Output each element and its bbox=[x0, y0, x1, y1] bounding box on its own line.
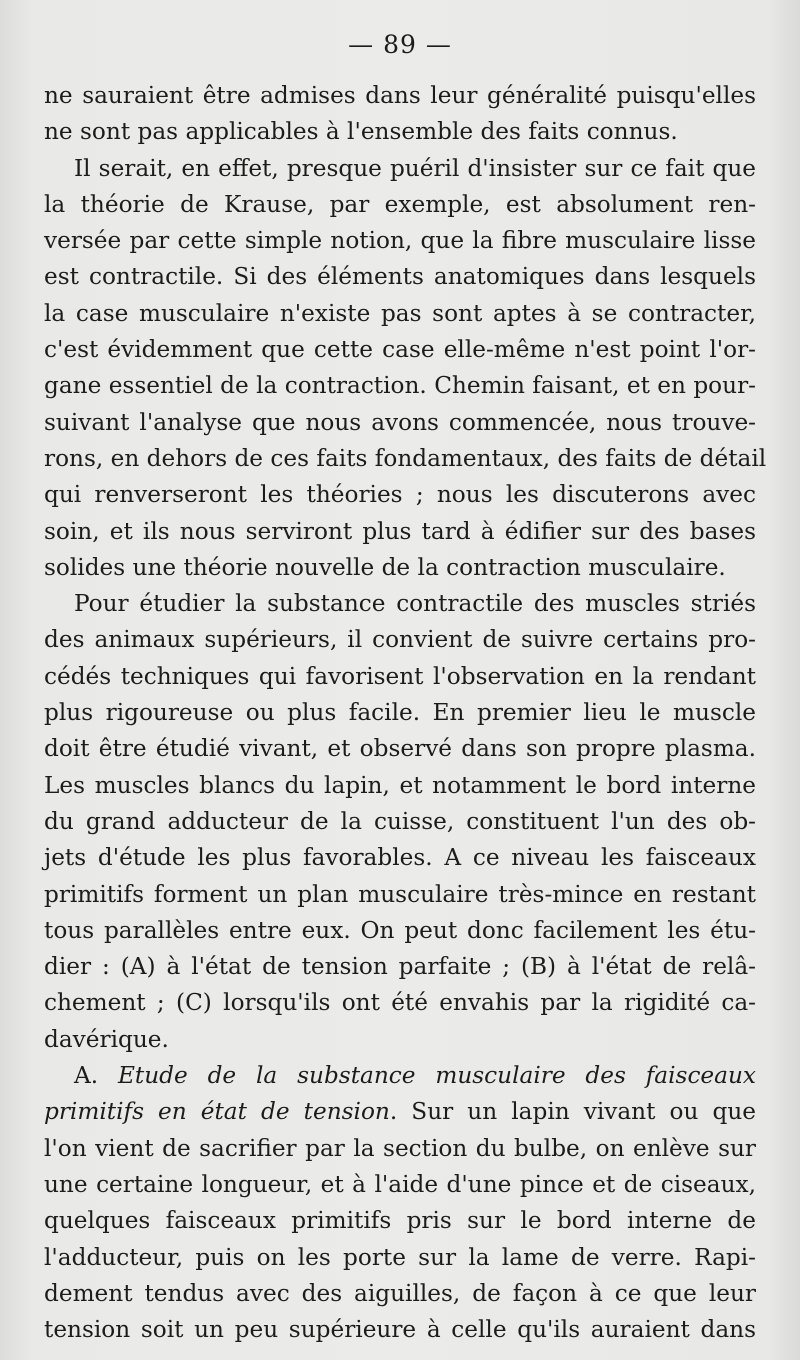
text-line: primitifs forment un plan musculaire très-mince en restant bbox=[44, 880, 756, 908]
text-line: l'adducteur, puis on les porte sur la lame de verre. Rapi- bbox=[44, 1243, 756, 1271]
section-marker: A. bbox=[74, 1062, 118, 1090]
text-line: Il serait, en effet, presque puéril d'insister sur ce fait que bbox=[74, 154, 756, 182]
text-line: tension soit un peu supérieure à celle qu'ils auraient dans bbox=[44, 1316, 756, 1344]
text-line: gane essentiel de la contraction. Chemin faisant, et en pour- bbox=[44, 372, 756, 400]
text-line: quelques faisceaux primitifs pris sur le bord interne de bbox=[44, 1207, 756, 1235]
text-line: soin, et ils nous serviront plus tard à édifier sur des bases bbox=[44, 517, 756, 545]
text-line: qui renverseront les théories ; nous les discuterons avec bbox=[44, 481, 756, 509]
text-line: rons, en dehors de ces faits fondamentaux, des faits de détail bbox=[44, 444, 767, 472]
text-line: chement ; (C) lorsqu'ils ont été envahis par la rigidité ca- bbox=[44, 989, 756, 1017]
text-line bbox=[44, 1058, 756, 1094]
text-line: Les muscles blancs du lapin, et notamment le bord interne bbox=[44, 771, 756, 799]
text-line: une certaine longueur, et à l'aide d'une pince et de ciseaux, bbox=[44, 1170, 756, 1198]
text-line: doit être étudié vivant, et observé dans son propre plasma. bbox=[44, 735, 756, 763]
section-heading-italic: primitifs en état de tension bbox=[44, 1098, 390, 1126]
text-line: plus rigoureuse ou plus facile. En premier lieu le muscle bbox=[44, 699, 756, 727]
text-line: Pour étudier la substance contractile des muscles striés bbox=[74, 590, 756, 618]
section-heading-italic: Etude de la substance musculaire des faisceaux bbox=[117, 1062, 756, 1090]
text-line: est contractile. Si des éléments anatomiques dans lesquels bbox=[44, 263, 756, 291]
text-line: davérique. bbox=[44, 1025, 169, 1053]
text-line: solides une théorie nouvelle de la contraction musculaire. bbox=[44, 553, 726, 581]
text-line bbox=[44, 1094, 756, 1130]
text-line: c'est évidemment que cette case elle-même n'est point l'or- bbox=[44, 336, 756, 364]
text-line: ne sauraient être admises dans leur généralité puisqu'elles bbox=[44, 82, 756, 109]
text-line: dement tendus avec des aiguilles, de façon à ce que leur bbox=[44, 1279, 756, 1307]
text-line: suivant l'analyse que nous avons commencée, nous trouve- bbox=[44, 408, 756, 436]
text-line: cédés techniques qui favorisent l'observation en la rendant bbox=[44, 662, 756, 690]
text-line: l'on vient de sacrifier par la section du bulbe, on enlève sur bbox=[44, 1134, 756, 1162]
text-line: du grand adducteur de la cuisse, constituent l'un des ob- bbox=[44, 807, 756, 835]
page-number: — 89 — bbox=[348, 30, 452, 59]
text-line: la case musculaire n'existe pas sont aptes à se contracter, bbox=[44, 299, 756, 327]
text-line: des animaux supérieurs, il convient de suivre certains pro- bbox=[44, 626, 756, 654]
text-line: jets d'étude les plus favorables. A ce niveau les faisceaux bbox=[44, 844, 756, 872]
text-line: la théorie de Krause, par exemple, est absolument ren- bbox=[44, 190, 756, 218]
text-line: tous parallèles entre eux. On peut donc facilement les étu- bbox=[44, 916, 756, 944]
body-text bbox=[44, 78, 767, 1348]
text-line: versée par cette simple notion, que la fibre musculaire lisse bbox=[44, 227, 756, 255]
text-line: dier : (A) à l'état de tension parfaite ; (B) à l'état de relâ- bbox=[44, 953, 756, 981]
text-line: ne sont pas applicables à l'ensemble des faits connus. bbox=[44, 118, 678, 146]
line-continuation: . Sur un lapin vivant ou que bbox=[389, 1098, 756, 1126]
